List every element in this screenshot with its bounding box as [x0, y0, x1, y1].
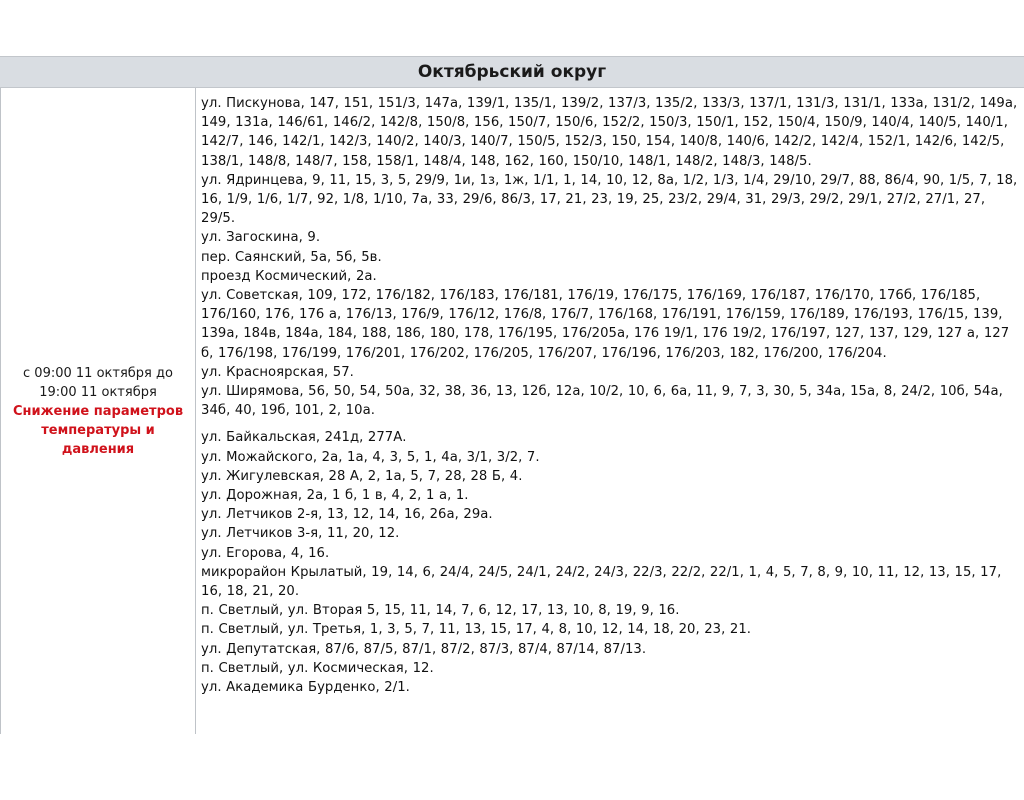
address-item: ул. Советская, 109, 172, 176/182, 176/183, 176/181, 176/19, 176/175, 176/169, 176/187, 176/170, 176б, 176/185, 176/160, 176, 176 а, 176/13, 176/9, 176/12, 176/8, 176/7, 176/168, 176/191, 176/159, 176/189, 176/193, 176/15, 139, 139а, 184в, 184а, 184, 188, 186, 180, 178, 176/195, 176/205а, 176 19/1, 176 19/2, 176/197, 127, 137, 129, 127 а, 127 б, 176/198, 176/199, 176/201, 176/202, 176/205, 176/207, 176/196, 176/203, 182, 176/200, 176/204. [201, 288, 1010, 361]
district-title: Октябрьский округ [417, 62, 607, 82]
address-group-1 [201, 94, 1018, 420]
group-spacer [201, 420, 1018, 428]
address-item: ул. Летчиков 2-я, 13, 12, 14, 16, 26а, 29а. [201, 507, 493, 523]
address-item: ул. Дорожная, 2а, 1 б, 1 в, 4, 2, 1 а, 1. [201, 488, 469, 504]
schedule-cell [0, 88, 196, 734]
schedule-end: 19:00 11 октября [39, 384, 157, 400]
table-row [0, 88, 1024, 734]
schedule-start: с 09:00 11 октября до [23, 365, 173, 381]
address-item: ул. Жигулевская, 28 А, 2, 1а, 5, 7, 28, 28 Б, 4. [201, 468, 523, 484]
address-item: ул. Академика Бурденко, 2/1. [201, 680, 410, 696]
address-item: ул. Можайского, 2а, 1а, 4, 3, 5, 1, 4а, 3/1, 3/2, 7. [201, 449, 540, 465]
address-item: ул. Летчиков 3-я, 11, 20, 12. [201, 526, 400, 542]
address-cell [196, 88, 1024, 734]
address-item: ул. Егорова, 4, 16. [201, 545, 330, 561]
address-group-2 [201, 428, 1018, 697]
address-item: ул. Пискунова, 147, 151, 151/3, 147а, 139/1, 135/1, 139/2, 137/3, 135/2, 133/3, 137/1, 131/3, 131/1, 133а, 131/2, 149а, 149, 131а, 146/61, 146/2, 142/8, 150/8, 156, 150/7, 150/6, 152/2, 150/3, 150/1, 152, 150/4, 150/9, 140/4, 140/5, 140/1, 142/7, 146, 142/1, 142/3, 140/2, 140/3, 140/7, 150/5, 152/3, 150, 154, 140/8, 140/6, 142/2, 142/4, 152/1, 142/6, 142/5, 138/1, 148/8, 148/7, 158, 158/1, 148/4, 148, 162, 160, 150/10, 148/1, 148/2, 148/3, 148/5. [201, 96, 1018, 169]
address-item: ул. Красноярская, 57. [201, 364, 354, 380]
district-header [0, 56, 1024, 88]
address-item: п. Светлый, ул. Космическая, 12. [201, 660, 434, 676]
address-item: пер. Саянский, 5а, 5б, 5в. [201, 249, 382, 265]
address-item: ул. Депутатская, 87/6, 87/5, 87/1, 87/2, 87/3, 87/4, 87/14, 87/13. [201, 641, 647, 657]
address-item: ул. Загоскина, 9. [201, 230, 321, 246]
address-item: проезд Космический, 2а. [201, 268, 377, 284]
impact-note: Снижение параметров температуры и давления [12, 403, 184, 457]
address-item: ул. Байкальская, 241д, 277А. [201, 430, 407, 446]
address-item: ул. Ядринцева, 9, 11, 15, 3, 5, 29/9, 1и, 1з, 1ж, 1/1, 1, 14, 10, 12, 8а, 1/2, 1/3, 1/4, 29/10, 29/7, 88, 86/4, 90, 1/5, 7, 18, 16, 1/9, 1/6, 1/7, 92, 1/8, 1/10, 7а, 33, 29/6, 86/3, 17, 21, 23, 19, 25, 23/2, 29/4, 31, 29/3, 29/2, 29/1, 27/2, 27/1, 27, 29/5. [201, 172, 1018, 227]
address-item: п. Светлый, ул. Вторая 5, 15, 11, 14, 7, 6, 12, 17, 13, 10, 8, 19, 9, 16. [201, 603, 680, 619]
outage-table [0, 56, 1024, 736]
address-item: ул. Ширямова, 56, 50, 54, 50а, 32, 38, 36, 13, 12б, 12а, 10/2, 10, 6, 6а, 11, 9, 7, 3, 30, 5, 34а, 15а, 8, 24/2, 10б, 54а, 34б, 40, 19б, 101, 2, 10а. [201, 384, 1003, 419]
address-item: микрорайон Крылатый, 19, 14, 6, 24/4, 24/5, 24/1, 24/2, 24/3, 22/3, 22/2, 22/1, 1, 4, 5, 7, 8, 9, 10, 11, 12, 13, 15, 17, 16, 18, 21, 20. [201, 564, 1002, 600]
address-item: п. Светлый, ул. Третья, 1, 3, 5, 7, 11, 13, 15, 17, 4, 8, 10, 12, 14, 18, 20, 23, 21. [201, 622, 752, 638]
